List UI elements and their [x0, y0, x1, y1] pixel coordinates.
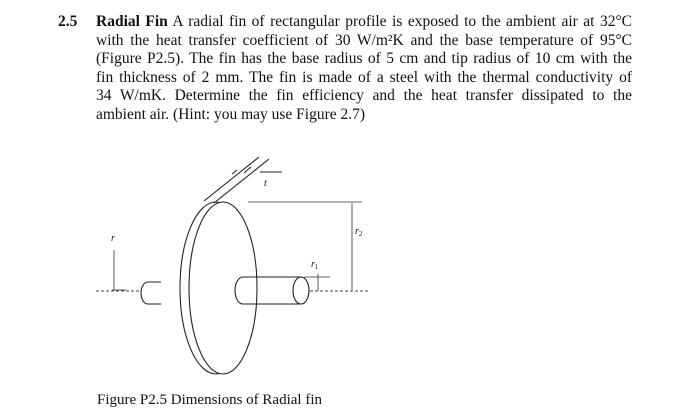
shaft-left-stub: [141, 282, 161, 304]
base-radius-label: [311, 259, 319, 271]
tip-radius-subscript: 2: [358, 230, 363, 238]
tip-radius-symbol: r: [355, 226, 359, 237]
thickness-arrow-1: [232, 170, 237, 174]
thickness-ext-line-1: [204, 157, 259, 201]
figure-caption: Figure P2.5 Dimensions of Radial fin: [97, 392, 322, 408]
tip-radius-label: [355, 226, 363, 238]
problem-line-4: fin thickness of 2 mm. The fin is made of a steel with the thermal conductivity of: [96, 68, 632, 86]
problem-number: 2.5: [58, 13, 78, 30]
problem-text-1: A radial fin of rectangular profile is exposed to the ambient air at 32°C: [172, 13, 632, 30]
base-radius-symbol: r: [311, 259, 315, 270]
problem-line-6: ambient air. (Hint: you may use Figure 2.7): [96, 105, 366, 123]
problem-title: Radial Fin: [96, 13, 168, 30]
thickness-label: t: [264, 178, 267, 189]
problem-line-3: (Figure P2.5). The fin has the base radius of 5 cm and tip radius of 10 cm with the: [96, 50, 632, 67]
base-radius-subscript: 1: [314, 263, 319, 271]
shaft-end: [293, 277, 309, 304]
fin-disk-face: [189, 202, 257, 374]
problem-line-5: 34 W/mK. Determine the fin efficiency and the heat transfer dissipated to the: [96, 87, 632, 104]
radius-label: r: [111, 233, 115, 244]
thickness-ext-line-2: [214, 159, 269, 203]
problem-line-2: with the heat transfer coefficient of 30 W/m²K and the base temperature of 95°C: [96, 31, 632, 49]
